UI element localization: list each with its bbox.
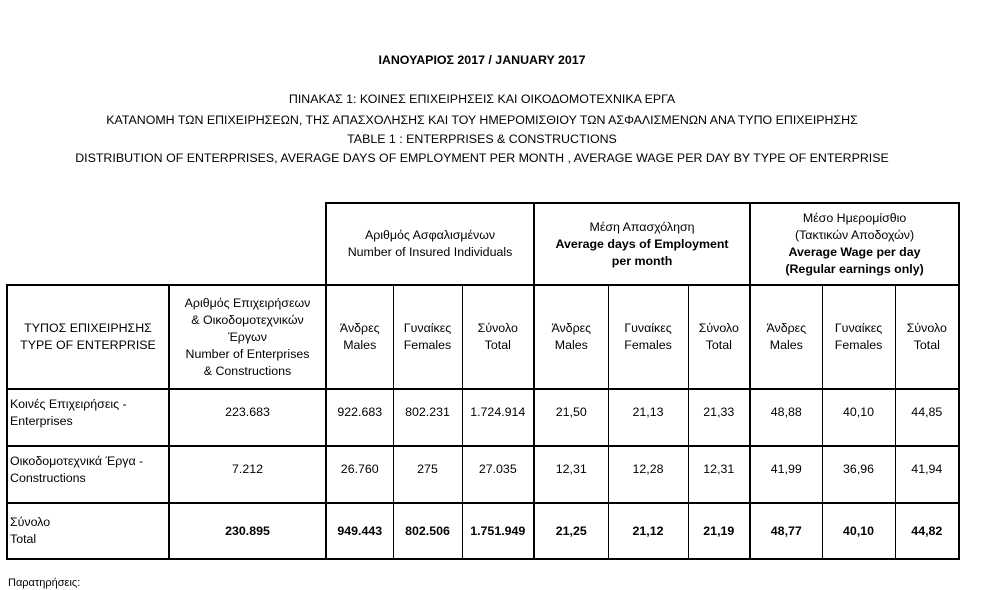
days-females-cell: 21,13 xyxy=(608,389,688,435)
separator-cell xyxy=(688,492,750,503)
total-label-greek: Σύνολο xyxy=(477,321,518,335)
insured-group-greek: Αριθμός Ασφαλισμένων xyxy=(364,228,496,242)
insured-females-header xyxy=(393,285,462,389)
insured-grand-total-cell: 1.751.949 xyxy=(462,503,534,559)
row-label-english: Enterprises xyxy=(10,413,73,428)
separator-cell xyxy=(822,492,895,503)
separator-cell xyxy=(608,435,688,446)
wage-group-greek-2: (Τακτικών Αποδοχών) xyxy=(794,228,915,242)
days-total-cell: 12,31 xyxy=(688,446,750,492)
separator-cell xyxy=(7,492,169,503)
insured-total-cell: 1.724.914 xyxy=(462,389,534,435)
employment-group-header xyxy=(534,203,750,285)
separator-cell xyxy=(688,435,750,446)
total-label-greek: Σύνολο xyxy=(698,321,739,335)
total-label-english: Total xyxy=(913,338,940,352)
enterprises-table xyxy=(6,202,960,560)
enterprises-header-english-2: & Constructions xyxy=(203,363,292,378)
days-males-cell: 21,50 xyxy=(534,389,608,435)
insured-females-cell: 802.231 xyxy=(393,389,462,435)
type-header-greek: ΤΥΠΟΣ ΕΠΙΧΕΙΡΗΣΗΣ xyxy=(24,321,152,335)
separator-cell xyxy=(7,435,169,446)
males-label-greek: Άνδρες xyxy=(766,321,807,335)
insured-males-cell: 922.683 xyxy=(326,389,393,435)
table-title-greek: ΠΙΝΑΚΑΣ 1: ΚΟΙΝΕΣ ΕΠΙΧΕΙΡΗΣΕΙΣ ΚΑΙ ΟΙΚΟΔΟΜΟΤΕΧΝΙΚΑ ΕΡΓΑ xyxy=(288,92,676,106)
enterprises-cell: 7.212 xyxy=(169,446,326,492)
employment-group-english: Average days of Employment xyxy=(555,236,729,251)
wage-grand-total-cell: 44,82 xyxy=(895,503,959,559)
enterprises-header-greek-1: Αριθμός Επιχειρήσεων xyxy=(184,295,311,310)
males-label-english: Males xyxy=(554,338,588,352)
wage-females-cell: 40,10 xyxy=(822,389,895,435)
females-label-english: Females xyxy=(834,338,883,352)
empty-corner xyxy=(7,203,326,285)
males-label-english: Males xyxy=(769,338,803,352)
type-header-english: TYPE OF ENTERPRISE xyxy=(20,338,156,352)
separator-cell xyxy=(326,435,393,446)
insured-group-header xyxy=(326,203,534,285)
row-label-greek: Κοινές Επιχειρήσεις - xyxy=(10,396,127,411)
table-row xyxy=(7,389,959,435)
enterprises-header-greek-2: & Οικοδομοτεχνικών xyxy=(191,312,304,327)
separator-row xyxy=(7,492,959,503)
insured-females-cell: 275 xyxy=(393,446,462,492)
separator-cell xyxy=(169,492,326,503)
total-label xyxy=(7,503,169,559)
days-males-total-cell: 21,25 xyxy=(534,503,608,559)
separator-cell xyxy=(169,435,326,446)
insured-males-cell: 26.760 xyxy=(326,446,393,492)
insured-females-total-cell: 802.506 xyxy=(393,503,462,559)
wage-total-header xyxy=(895,285,959,389)
enterprises-column-header xyxy=(169,285,326,389)
days-grand-total-cell: 21,19 xyxy=(688,503,750,559)
total-label-greek: Σύνολο xyxy=(10,515,51,529)
table-subtitle-english: DISTRIBUTION OF ENTERPRISES, AVERAGE DAYS OF EMPLOYMENT PER MONTH , AVERAGE WAGE PER DAY BY TYPE OF ENTERPRISE xyxy=(75,151,889,165)
separator-cell xyxy=(393,492,462,503)
separator-cell xyxy=(393,435,462,446)
row-label xyxy=(7,389,169,435)
total-label-english: Total xyxy=(10,532,37,546)
insured-total-cell: 27.035 xyxy=(462,446,534,492)
separator-cell xyxy=(462,435,534,446)
wage-group-greek: Μέσο Ημερομίσθιο xyxy=(802,211,907,225)
insured-males-total-cell: 949.443 xyxy=(326,503,393,559)
row-label-english: Constructions xyxy=(10,470,86,485)
separator-cell xyxy=(822,435,895,446)
separator-cell xyxy=(895,435,959,446)
insured-males-header xyxy=(326,285,393,389)
type-column-header xyxy=(7,285,169,389)
wage-females-total-cell: 40,10 xyxy=(822,503,895,559)
separator-cell xyxy=(534,435,608,446)
wage-males-cell: 41,99 xyxy=(750,446,822,492)
period-title: ΙΑΝΟΥΑΡΙΟΣ 2017 / JANUARY 2017 xyxy=(378,53,586,67)
total-label-english: Total xyxy=(705,338,732,352)
wage-males-cell: 48,88 xyxy=(750,389,822,435)
enterprises-total-cell: 230.895 xyxy=(169,503,326,559)
table-row xyxy=(7,446,959,492)
row-label-greek: Οικοδομοτεχνικά Έργα - xyxy=(10,453,144,468)
separator-cell xyxy=(750,492,822,503)
insured-group-english: Number of Insured Individuals xyxy=(347,245,513,259)
employment-group-english-2: per month xyxy=(611,253,673,268)
females-label-greek: Γυναίκες xyxy=(834,321,883,335)
wage-females-header xyxy=(822,285,895,389)
separator-cell xyxy=(608,492,688,503)
footnote-label: Παρατηρήσεις: xyxy=(8,577,81,589)
row-label xyxy=(7,446,169,492)
days-males-header xyxy=(534,285,608,389)
separator-cell xyxy=(895,492,959,503)
wage-group-header xyxy=(750,203,959,285)
wage-group-english-2: (Regular earnings only) xyxy=(785,262,924,276)
days-females-header xyxy=(608,285,688,389)
wage-males-header xyxy=(750,285,822,389)
days-females-cell: 12,28 xyxy=(608,446,688,492)
separator-cell xyxy=(750,435,822,446)
separator-row xyxy=(7,435,959,446)
wage-total-cell: 41,94 xyxy=(895,446,959,492)
days-females-total-cell: 21,12 xyxy=(608,503,688,559)
males-label-greek: Άνδρες xyxy=(551,321,592,335)
males-label-greek: Άνδρες xyxy=(339,321,380,335)
enterprises-header-greek-3: Έργων xyxy=(228,329,267,344)
total-label-english: Total xyxy=(484,338,511,352)
separator-cell xyxy=(462,492,534,503)
enterprises-cell: 223.683 xyxy=(169,389,326,435)
wage-group-english: Average Wage per day xyxy=(788,245,921,259)
column-header-row xyxy=(7,285,959,389)
females-label-english: Females xyxy=(403,338,452,352)
employment-group-greek: Μέση Απασχόληση xyxy=(589,219,695,234)
days-males-cell: 12,31 xyxy=(534,446,608,492)
separator-cell xyxy=(534,492,608,503)
females-label-greek: Γυναίκες xyxy=(403,321,452,335)
wage-total-cell: 44,85 xyxy=(895,389,959,435)
insured-total-header xyxy=(462,285,534,389)
females-label-greek: Γυναίκες xyxy=(624,321,672,335)
wage-females-cell: 36,96 xyxy=(822,446,895,492)
separator-cell xyxy=(326,492,393,503)
total-row xyxy=(7,503,959,559)
group-header-row xyxy=(7,203,959,285)
enterprises-header-english-1: Number of Enterprises xyxy=(185,346,310,361)
wage-males-total-cell: 48,77 xyxy=(750,503,822,559)
days-total-cell: 21,33 xyxy=(688,389,750,435)
days-total-header xyxy=(688,285,750,389)
males-label-english: Males xyxy=(343,338,377,352)
females-label-english: Females xyxy=(624,338,672,352)
table-title-english: TABLE 1 : ENTERPRISES & CONSTRUCTIONS xyxy=(347,132,617,146)
total-label-greek: Σύνολο xyxy=(906,321,947,335)
table-subtitle-greek: ΚΑΤΑΝΟΜΗ ΤΩΝ ΕΠΙΧΕΙΡΗΣΕΩΝ, ΤΗΣ ΑΠΑΣΧΟΛΗΣΗΣ ΚΑΙ ΤΟΥ ΗΜΕΡΟΜΙΣΘΙΟΥ ΤΩΝ ΑΣΦΑΛΙΣΜΕΝΩΝ ΑΝΑ ΤΥΠΟ ΕΠΙΧΕΙΡΗΣΗΣ xyxy=(106,113,858,127)
